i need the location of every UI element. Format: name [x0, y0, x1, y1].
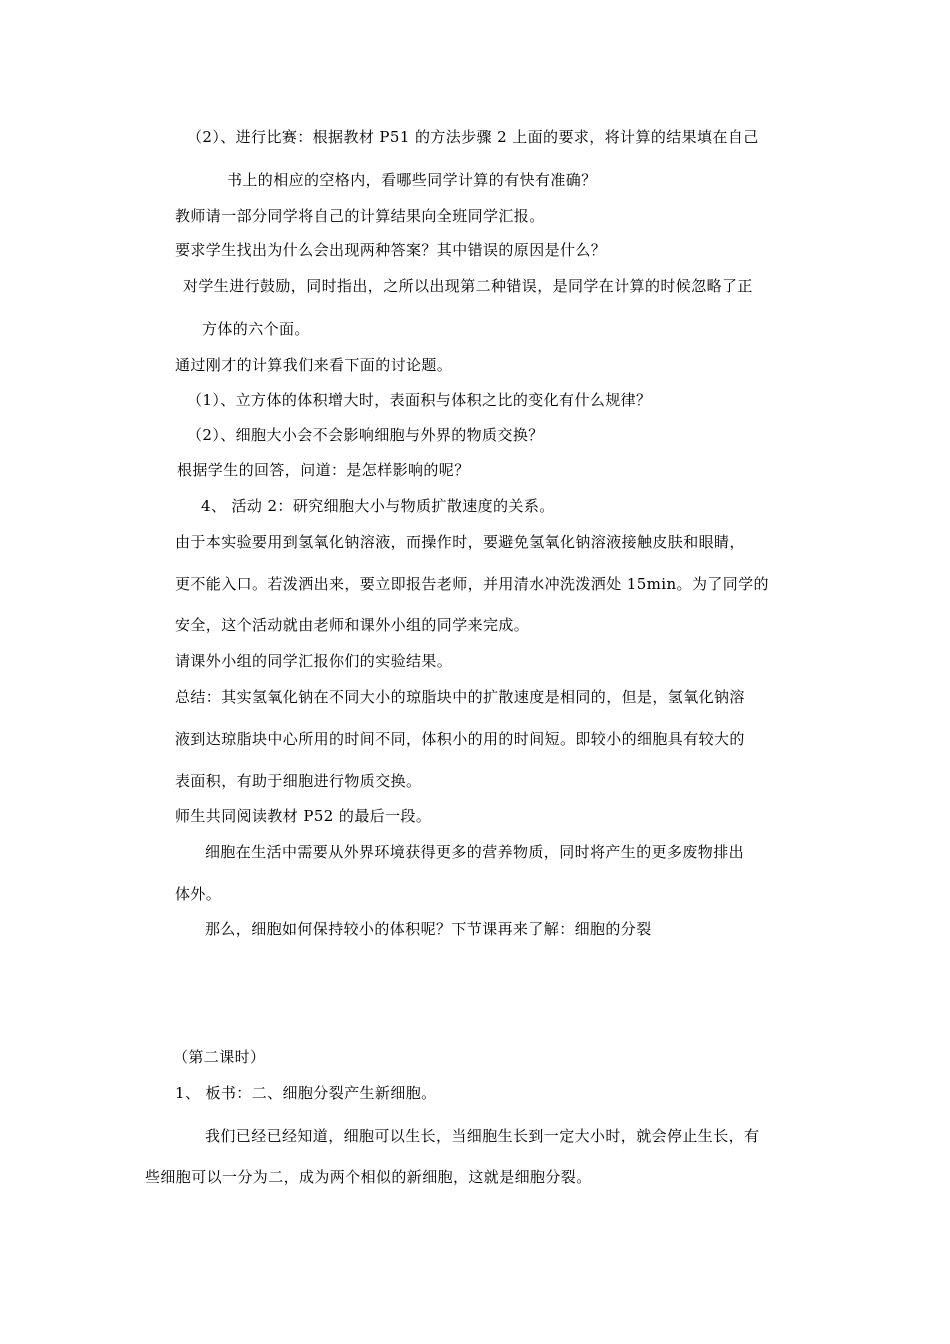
text-line-18: 表面积，有助于细胞进行物质交换。 — [175, 772, 422, 790]
text-line-16: 总结：其实氢氧化钠在不同大小的琼脂块中的扩散速度是相同的，但是，氢氧化钠溶 — [175, 688, 745, 706]
text-line-6: 方体的六个面。 — [202, 320, 310, 338]
text-line-17: 液到达琼脂块中心所用的时间不同，体积小的用的时间短。即较小的细胞具有较大的 — [175, 730, 745, 748]
text-line-4: 要求学生找出为什么会出现两种答案？其中错误的原因是什么？ — [175, 241, 607, 259]
text-line-21: 体外。 — [175, 885, 222, 903]
text-line-8: （1）、立方体的体积增大时，表面积与体积之比的变化有什么规律？ — [187, 391, 652, 409]
text-line-13: 更不能入口。若泼洒出来，要立即报告老师，并用清水冲洗泼洒处 15min。为了同学的 — [175, 575, 769, 593]
text-line-19: 师生共同阅读教材 P52 的最后一段。 — [175, 807, 432, 825]
text-line-1: （2）、进行比赛：根据教材 P51 的方法步骤 2 上面的要求，将计算的结果填在自己 — [187, 128, 759, 146]
text-line-15: 请课外小组的同学汇报你们的实验结果。 — [175, 652, 453, 670]
text-line-5: 对学生进行鼓励，同时指出，之所以出现第二种错误，是同学在计算的时候忽略了正 — [183, 277, 753, 295]
text-line-23: （第二课时） — [173, 1048, 266, 1066]
text-line-24: 1、 板书：二、细胞分裂产生新细胞。 — [175, 1084, 437, 1102]
text-line-7: 通过刚才的计算我们来看下面的讨论题。 — [175, 356, 453, 374]
text-line-11: 4、 活动 2：研究细胞大小与物质扩散速度的关系。 — [201, 497, 555, 515]
text-line-22: 那么，细胞如何保持较小的体积呢？下节课再来了解：细胞的分裂 — [205, 920, 652, 938]
text-line-10: 根据学生的回答，问道：是怎样影响的呢？ — [177, 461, 470, 479]
text-line-2: 书上的相应的空格内，看哪些同学计算的有快有准确？ — [227, 171, 597, 189]
text-line-25: 我们已经已经知道，细胞可以生长，当细胞生长到一定大小时，就会停止生长，有 — [205, 1127, 760, 1145]
text-line-3: 教师请一部分同学将自己的计算结果向全班同学汇报。 — [175, 207, 545, 225]
text-line-12: 由于本实验要用到氢氧化钠溶液，而操作时，要避免氢氧化钠溶液接触皮肤和眼睛， — [175, 533, 745, 551]
text-line-9: （2）、细胞大小会不会影响细胞与外界的物质交换？ — [187, 426, 544, 444]
text-line-20: 细胞在生活中需要从外界环境获得更多的营养物质，同时将产生的更多废物排出 — [205, 843, 745, 861]
text-line-14: 安全，这个活动就由老师和课外小组的同学来完成。 — [175, 616, 530, 634]
text-line-26: 些细胞可以一分为二，成为两个相似的新细胞，这就是细胞分裂。 — [145, 1168, 592, 1186]
